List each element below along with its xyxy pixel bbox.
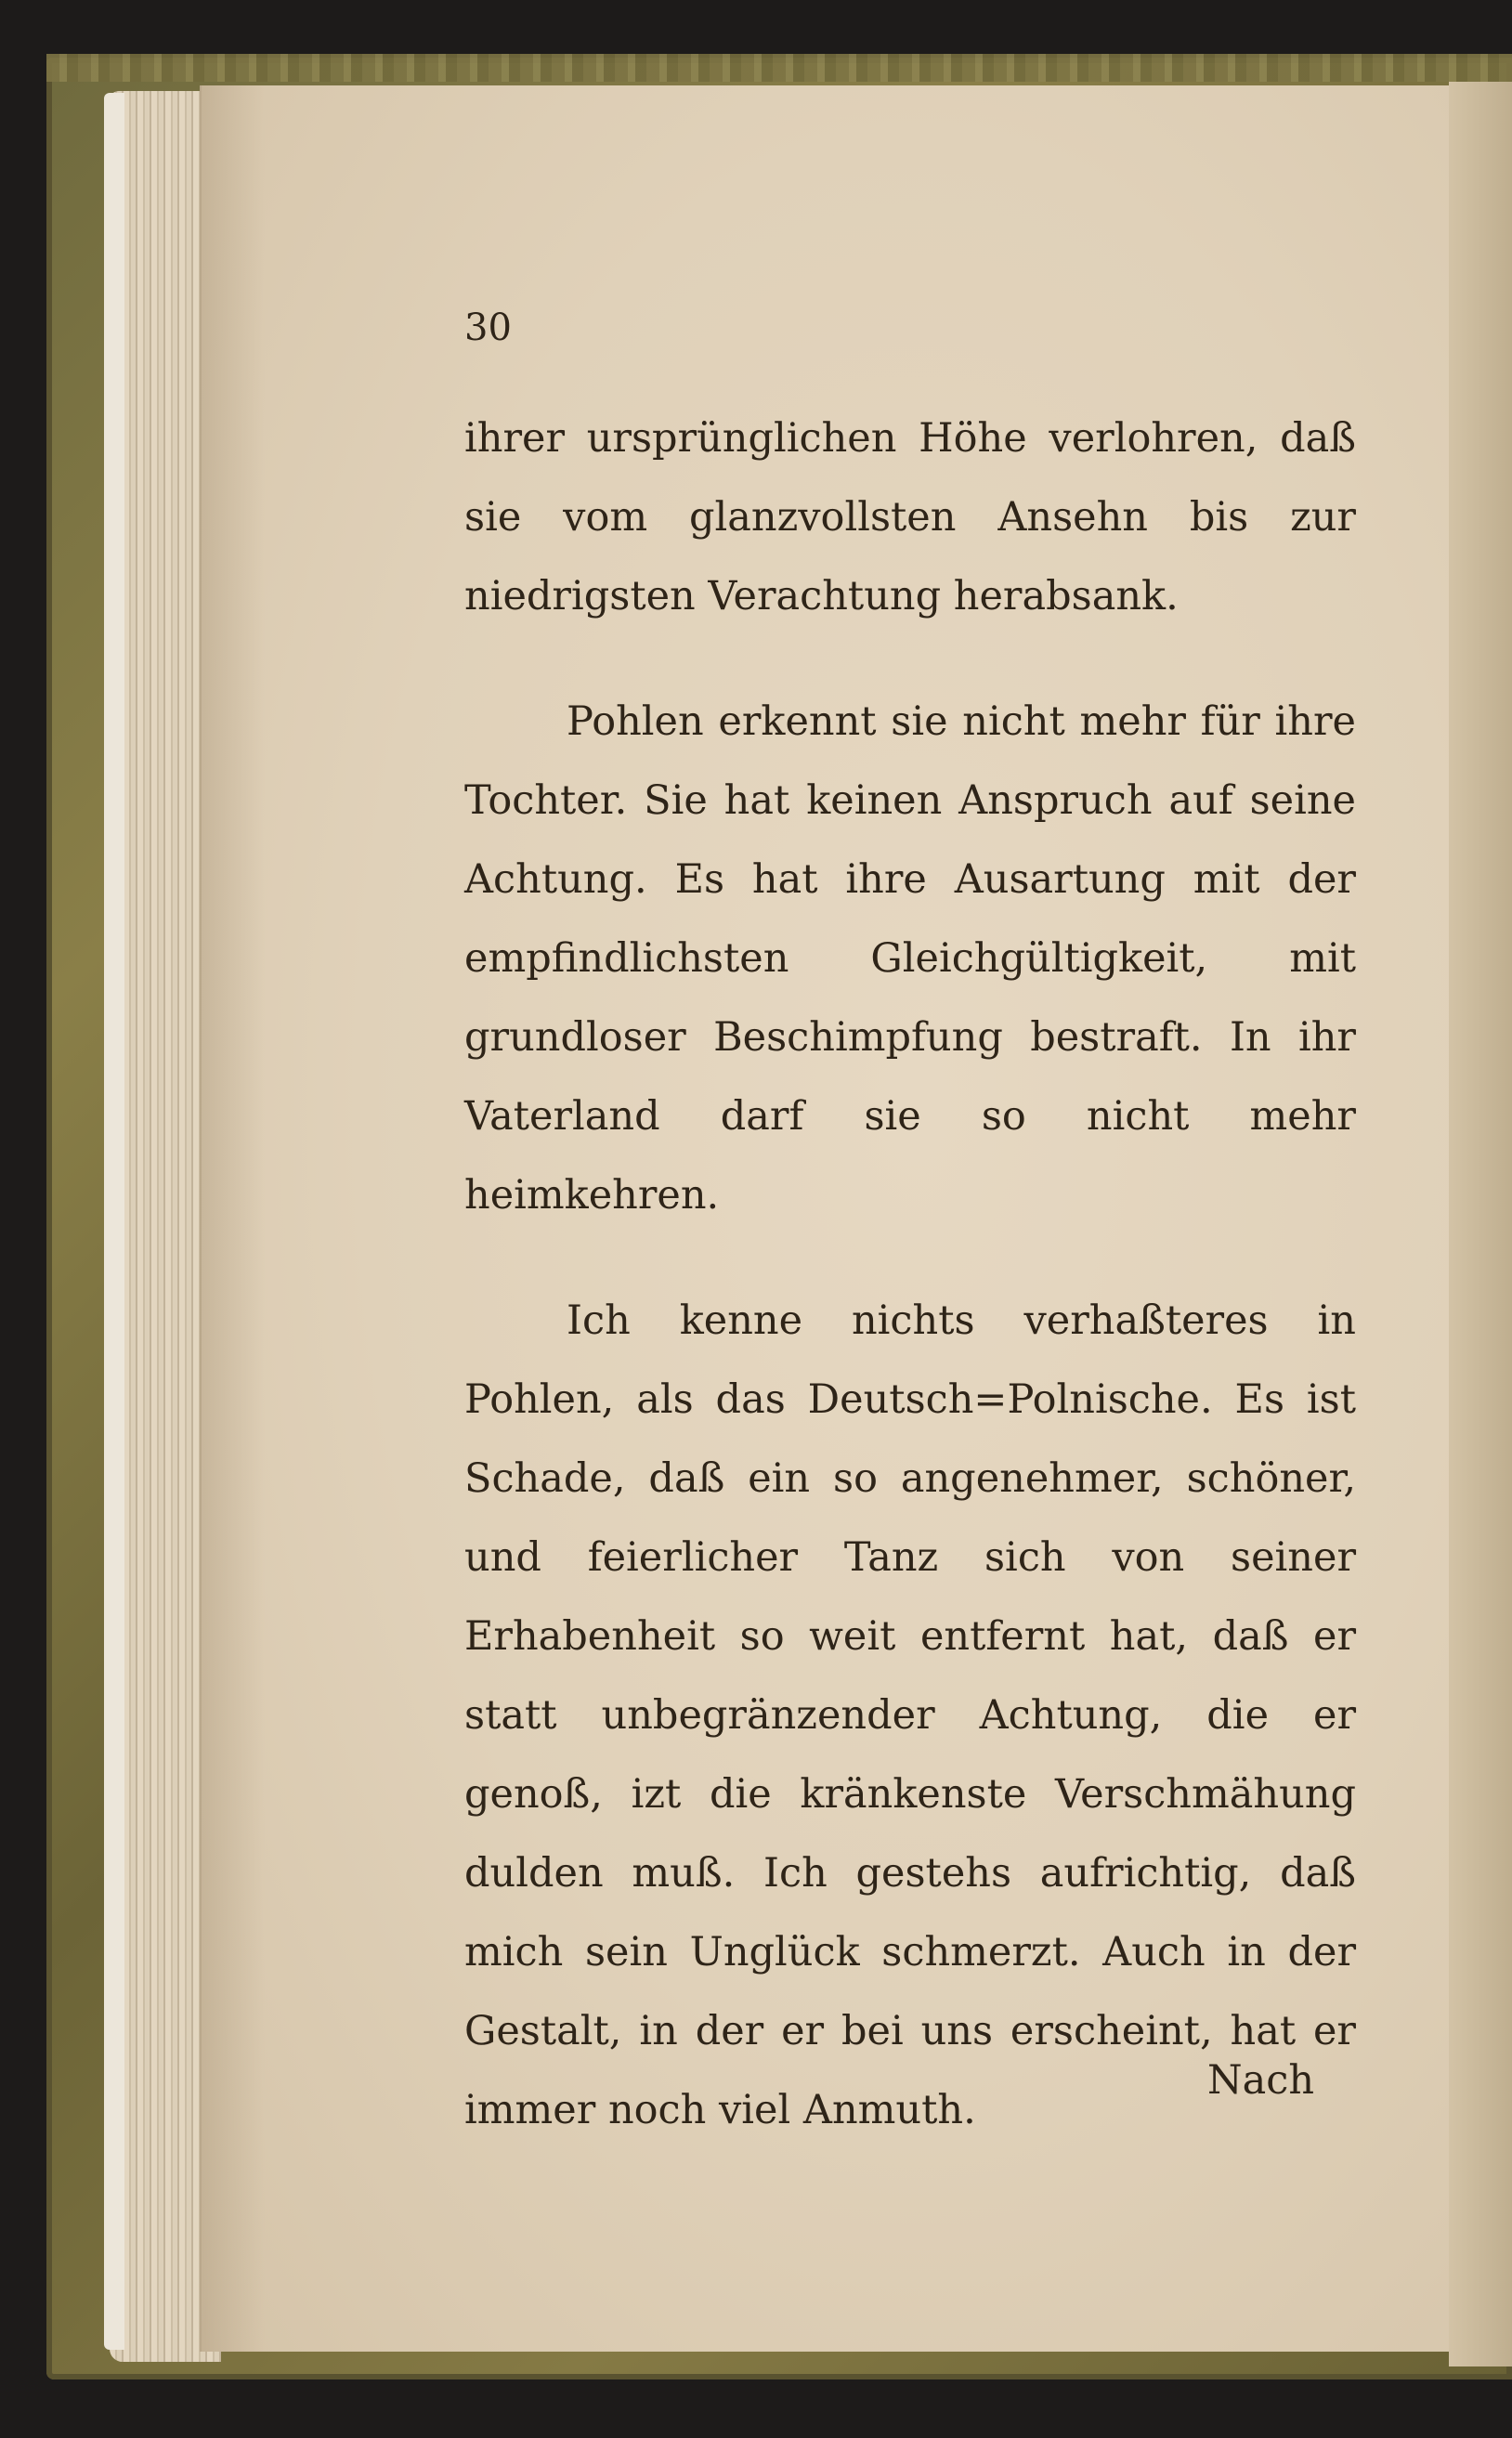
paragraph-gap (464, 1235, 1356, 1282)
paragraph-1: ihrer ursprünglichen Höhe verlohren, daß sie vom glanzvollsten Ansehn bis zur niedrigsten Verachtung herabsank. (464, 415, 1356, 619)
cover-top-edge (46, 54, 1512, 82)
paragraph-gap (464, 636, 1356, 683)
text-block (464, 399, 1356, 2150)
catchword: Nach (1207, 2057, 1315, 2104)
page-number: 30 (464, 306, 512, 349)
endpaper-strip (104, 93, 124, 2350)
page-right-edge (1449, 82, 1512, 2366)
gutter-shadow (200, 85, 265, 2352)
paragraph-2: Pohlen erkennt sie nicht mehr für ihre Tochter. Sie hat keinen Anspruch auf seine Achtung. Es hat ihre Ausartung mit der empfindlichsten Gleichgültigkeit, mit grundloser Beschimpfung bestraft. In ihr Vaterland darf sie so nicht mehr heimkehren. (464, 698, 1356, 1219)
paragraph-3: Ich kenne nichts verhaßteres in Pohlen, als das Deutsch=Polnische. Es ist Schade, daß ein so angenehmer, schöner, und feierlicher Tanz sich von seiner Erhabenheit so weit entfernt hat, daß er statt unbegränzender Achtung, die er genoß, izt die kränkenste Verschmähung dulden muß. Ich gestehs aufrichtig, daß mich sein Unglück schmerzt. Auch in der Gestalt, in der er bei uns erscheint, hat er immer noch viel Anmuth. (464, 1297, 1356, 2133)
